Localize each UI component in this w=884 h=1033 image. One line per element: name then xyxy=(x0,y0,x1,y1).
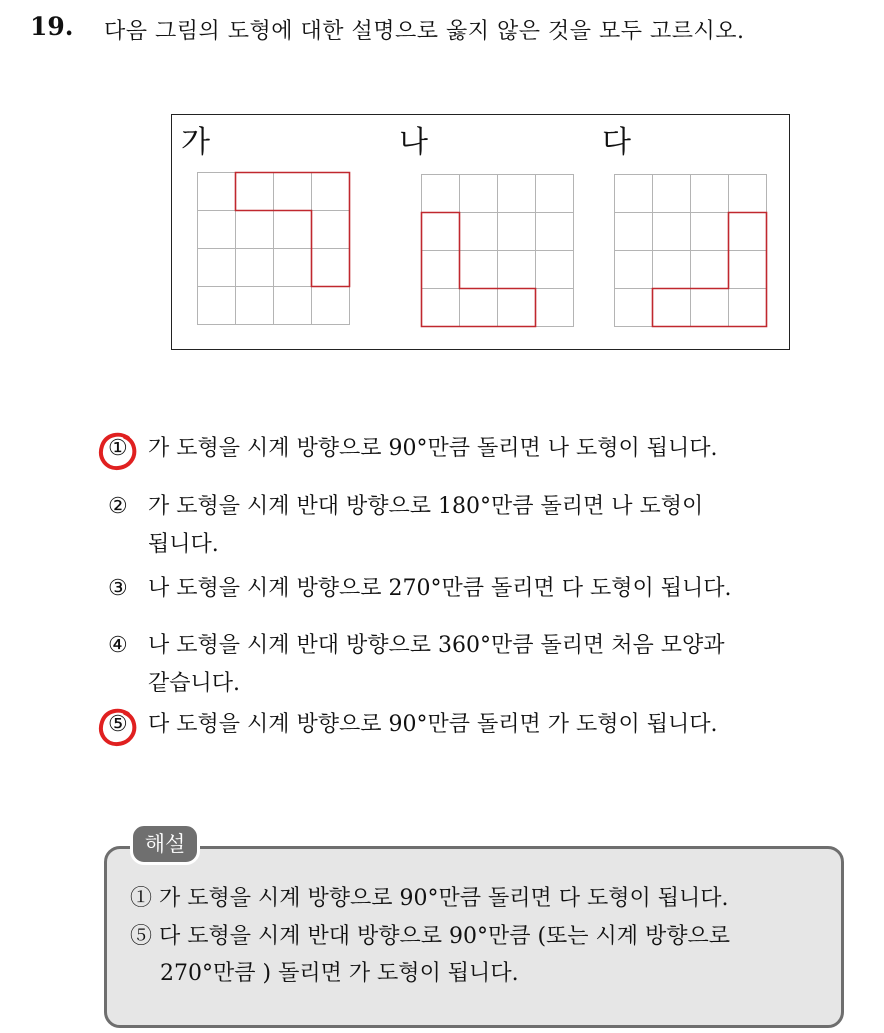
figure-ga-grid xyxy=(197,172,351,326)
figure-label-na: 나 xyxy=(399,125,428,160)
choice-text-continued: 같습니다. xyxy=(148,671,241,696)
figure-label-da: 다 xyxy=(602,125,631,160)
question-text: 다음 그림의 도형에 대한 설명으로 옳지 않은 것을 모두 고르시오. xyxy=(104,19,745,44)
choice-number: ② xyxy=(108,494,128,519)
figure-label-ga: 가 xyxy=(181,125,210,160)
choice-text-continued: 됩니다. xyxy=(148,532,219,557)
choice-2[interactable] xyxy=(108,488,704,557)
figure-na-grid xyxy=(421,174,575,328)
explanation-line-2: ⑤ 다 도형을 시계 반대 방향으로 90°만큼 (또는 시계 방향으로 xyxy=(130,924,731,949)
grid-lines xyxy=(421,174,574,327)
shape-da xyxy=(653,213,767,327)
choice-number: ③ xyxy=(108,576,128,601)
choice-number: ① xyxy=(108,436,128,461)
choice-1[interactable] xyxy=(108,430,717,468)
choice-text: 가 도형을 시계 반대 방향으로 180°만큼 돌리면 나 도형이 xyxy=(148,494,704,519)
choice-text: 나 도형을 시계 반대 방향으로 360°만큼 돌리면 처음 모양과 xyxy=(148,633,725,658)
choice-4[interactable] xyxy=(108,627,725,696)
explanation-tag: 해설 xyxy=(130,823,200,865)
shape-na xyxy=(422,213,536,327)
shape-ga xyxy=(236,173,350,287)
choice-number: ⑤ xyxy=(108,712,128,737)
choice-text: 나 도형을 시계 방향으로 270°만큼 돌리면 다 도형이 됩니다. xyxy=(148,576,732,601)
explanation-line-1: ① 가 도형을 시계 방향으로 90°만큼 돌리면 다 도형이 됩니다. xyxy=(130,886,729,911)
choice-5[interactable] xyxy=(108,706,717,744)
grid-lines xyxy=(197,172,350,325)
choice-text: 다 도형을 시계 방향으로 90°만큼 돌리면 가 도형이 됩니다. xyxy=(148,712,718,737)
choice-number: ④ xyxy=(108,633,128,658)
choice-text: 가 도형을 시계 방향으로 90°만큼 돌리면 나 도형이 됩니다. xyxy=(148,436,718,461)
answer-circle-mark xyxy=(98,708,142,748)
explanation-line-3: 270°만큼 ) 돌리면 가 도형이 됩니다. xyxy=(160,961,519,986)
choice-3[interactable] xyxy=(108,570,731,608)
figure-box xyxy=(171,114,790,350)
question-number: 19. xyxy=(30,12,74,41)
grid-lines xyxy=(614,174,767,327)
answer-circle-mark xyxy=(98,432,142,472)
figure-da-grid xyxy=(614,174,768,328)
